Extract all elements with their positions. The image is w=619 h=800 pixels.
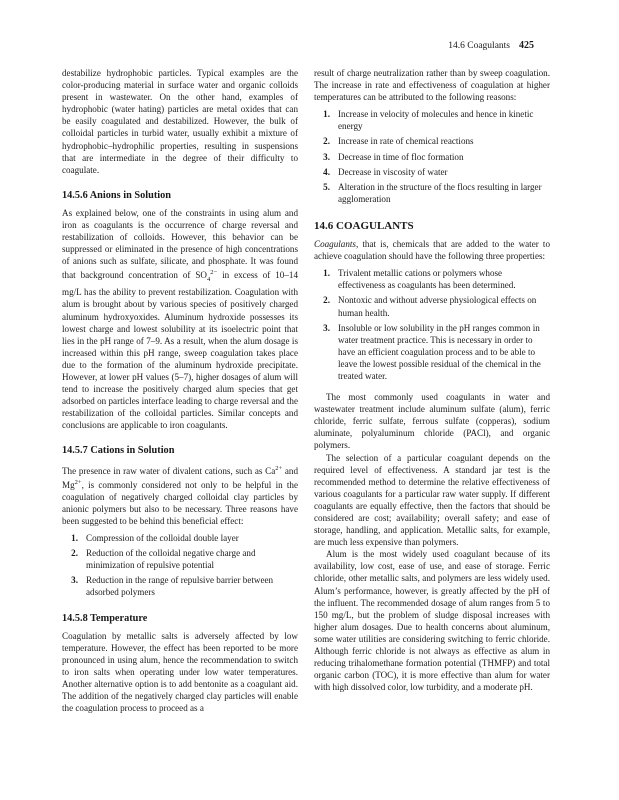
list-item: 1. Trivalent metallic cations or polymers whose effectiveness as coagulants has been determined. (323, 268, 516, 291)
header-section: 14.6 Coagulants (448, 41, 510, 51)
list-item: 5. Alteration in the structure of the flocs resulting in larger agglomeration (323, 181, 542, 204)
cations-paragraph: The presence in raw water of divalent cations, such as $Ca^{2+}$ and $Mg^{2+}$, is commonly considered not only to be helpful in the coagulation of negatively charged colloidal clay particles by anionic polymers but also to be necessary. Three reasons have been suggested to be behind this beneficial effect: (62, 464, 299, 526)
selection-paragraph: The selection of a particular coagulant depends on the required level of effectiveness. A standard jar test is the recommended method to determine the relative effectiveness of various coagulants for a particular raw water supply. If different coagulants are equally effective, then the factors that should be considered are cost; availability; overall safety; and ease of storage, handling, and application. Metallic salts, for example, are much less expensive than polymers. (314, 452, 550, 548)
list-item: 3. Insoluble or low solubility in the pH ranges common in water treatment practice. This is necessary in order to have an efficient coagulation process and to be able to leave the lowest possible residual of the chemical in the treated water. (323, 322, 541, 381)
heading-coagulants: 14.6 COAGULANTS (314, 219, 414, 232)
right-column (314, 67, 550, 693)
left-column (62, 67, 298, 714)
reasons-list (314, 108, 550, 205)
coagulants-paragraph: Coagulants, that is, chemicals that are added to the water to achieve coagulation should have the following three properties: (314, 239, 550, 262)
running-header (448, 40, 534, 51)
list-item: 1. Compression of the colloidal double layer (71, 533, 239, 544)
term-coagulants: Coagulants (314, 239, 356, 250)
list-item: 4. Decrease in viscosity of water (323, 166, 448, 177)
common-coagulants-paragraph: The most commonly used coagulants in water and wastewater treatment include aluminum sulfate (alum), ferric chloride, ferric sulfate, ferrous sulfate (copperas), sodium aluminate, polyaluminum chloride (PACl), and organic polymers. (314, 392, 550, 451)
continued-paragraph: result of charge neutralization rather than by sweep coagulation. The increase in rate and effectiveness of coagulation at higher temperatures can be attributed to the following reasons: (314, 68, 550, 103)
alum-paragraph: Alum is the most widely used coagulant because of its availability, low cost, ease of use, and ease of storage. Ferric chloride, other metallic salts, and polymers are less widely used. Alum’s performance, however, is greatly affected by the pH of the influent. The recommended dosage of alum ranges from 5 to 150 mg/L, but the problem of sludge disposal increases with higher alum dosages. Due to health concerns about aluminum, some water utilities are considering switching to ferric chloride. Although ferric chloride is not always as effective as alum in reducing trihalomethane formation potential (THMFP) and total organic carbon (TOC), it is more effective than alum for water with high dissolved color, low turbidity, and a moderate pH. (314, 549, 550, 693)
heading-anions: 14.5.6 Anions in Solution (62, 189, 172, 201)
intro-paragraph: destabilize hydrophobic particles. Typical examples are the color-producing material in surface water and organic colloids present in wastewater. On the other hand, examples of hydrophobic (water hating) particles are metal oxides that can be easily coagulated and destabilized. However, the bulk of colloidal particles in turbid water, usually exhibit a mixture of hydrophobic–hydrophilic properties, resulting in suspensions that are intermediate in the degree of their difficulty to coagulate. (62, 68, 298, 175)
heading-cations: 14.5.7 Cations in Solution (62, 445, 175, 457)
anions-paragraph: As explained below, one of the constraints in using alum and iron as coagulants is the occurrence of charge reversal and restabilization of colloids. However, this behavior can be suppressed or eliminated in the presence of high concentrations of anions such as sulfate, silicate, and phosphate. It was found that background concentration of $SO_4^{2-}$ in excess of 10–14 mg/L has the ability to prevent restabilization. Coagulation with alum is brought about by various species of positively charged aluminum hydroxyoxides. Aluminum hydroxide possesses its lowest charge and lowest solubility at its isoelectric point that lies in the pH range of 7–9. As a result, when the alum dosage is increased within this pH range, sweep coagulation takes place due to the formation of the aluminum hydroxide precipitate. However, at lower pH values (5–7), higher dosages of alum will tend to increase the positively charged alum species that get adsorbed on particles interface leading to charge reversal and the restabilization of the colloidal particles. Similar concepts and conclusions are applicable to iron coagulants. (62, 207, 298, 431)
properties-list (314, 267, 550, 382)
list-item: 3. Reduction in the range of repulsive barrier between adsorbed polymers (71, 575, 274, 598)
list-item: 1. Increase in velocity of molecules and hence in kinetic energy (323, 109, 534, 132)
heading-temperature: 14.5.8 Temperature (62, 612, 148, 624)
cations-list (62, 532, 298, 598)
list-item: 2. Reduction of the colloidal negative charge and minimization of repulsive potential (71, 548, 256, 571)
temperature-paragraph: Coagulation by metallic salts is adversely affected by low temperature. However, the effect has been reported to be more pronounced in using alum, hence the recommendation to switch to iron salts when operating under low water temperatures. Another alternative option is to add bentonite as a coagulant aid. The addition of the negatively charged clay particles will enable the coagulation process to proceed as a (62, 630, 298, 714)
list-item: 2. Nontoxic and without adverse physiological effects on human health. (323, 295, 537, 318)
page-number: 425 (519, 40, 534, 51)
list-item: 3. Decrease in time of floc formation (323, 151, 464, 162)
list-item: 2. Increase in rate of chemical reactions (323, 136, 474, 147)
